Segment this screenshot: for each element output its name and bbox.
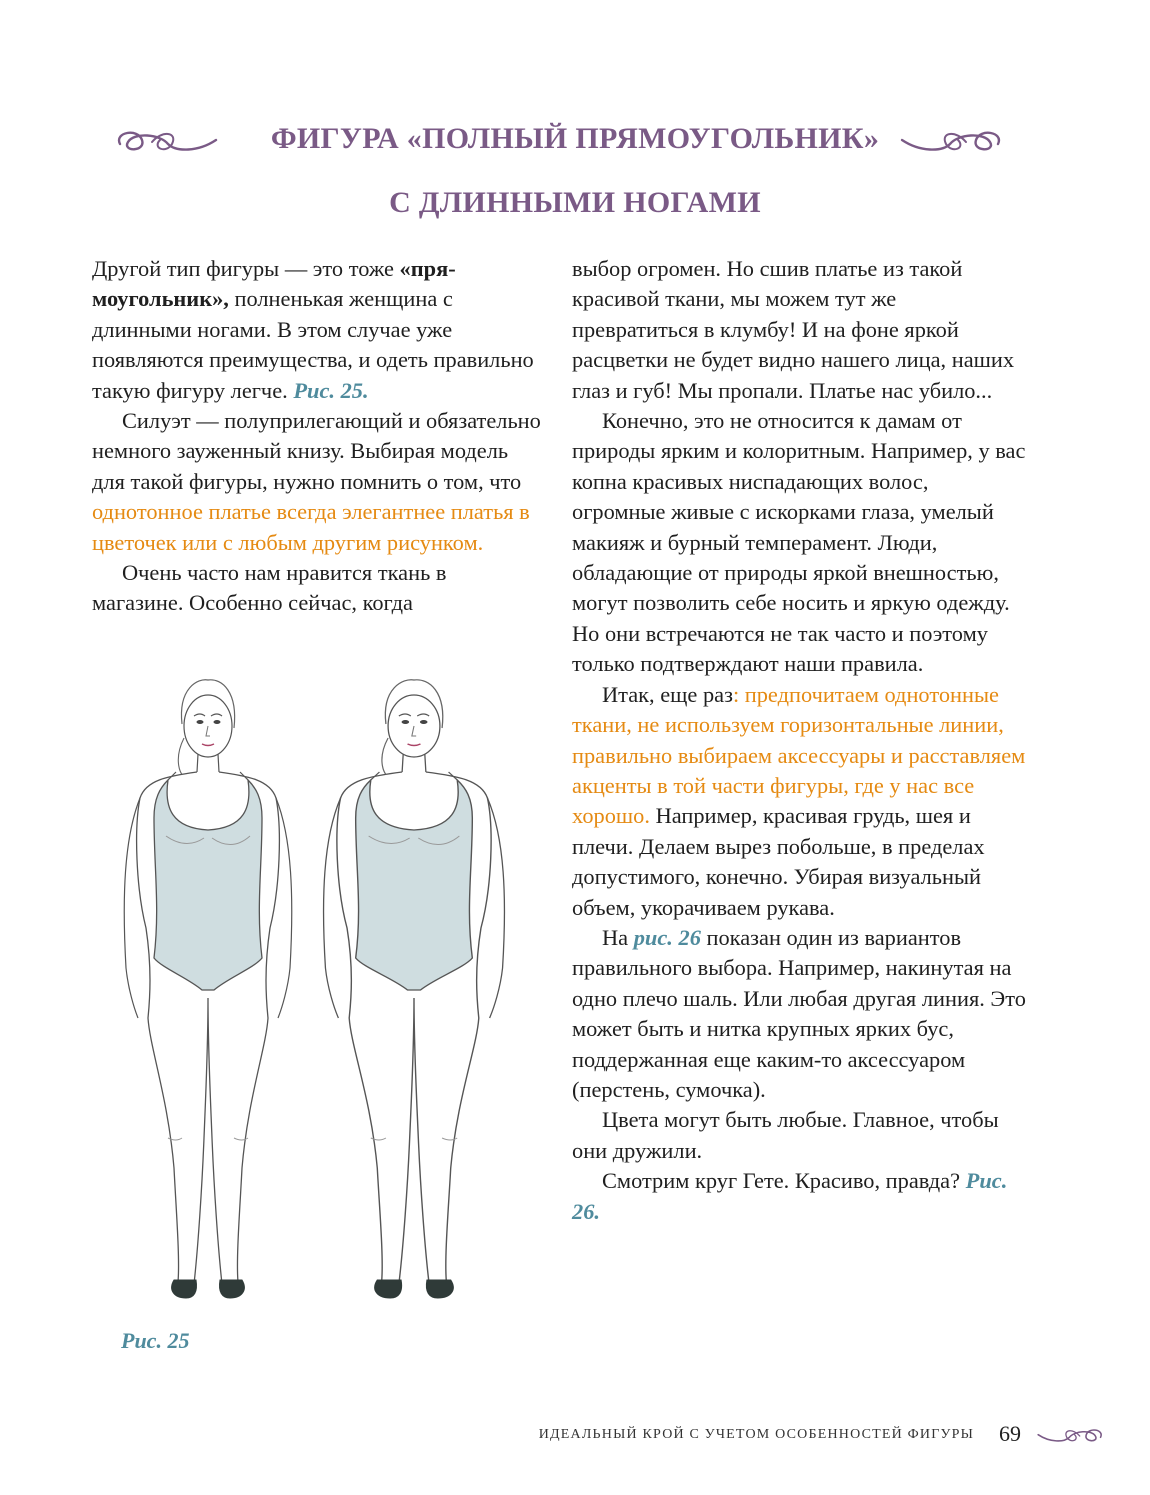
paragraph <box>572 923 1027 1105</box>
highlighted-text: : предпочитаем однотонные ткани, не используем горизонтальные линии, правильно выбираем аксессуары и расставляем акценты в той части фигуры, где у нас все хорошо. <box>572 681 1026 829</box>
female-figure-full <box>324 680 505 1298</box>
figure-reference: Рис. 26. <box>572 1168 1008 1224</box>
page-title: ФИГУРА «ПОЛНЫЙ ПРЯМОУГОЛЬНИК» <box>270 122 880 155</box>
page-footer <box>0 1421 1150 1451</box>
running-title: ИДЕАЛЬНЫЙ КРОЙ С УЧЕТОМ ОСОБЕННОСТЕЙ ФИГУРЫ <box>538 1427 974 1442</box>
flourish-right-icon <box>896 122 1006 162</box>
female-figure-slim <box>124 680 292 1298</box>
text-run: Конечно, это не относится к дамам от природы ярким и колоритным. Например, у вас копна красивых ниспадающих волос, огромные живые с искорками глаза, умелый макияж и бурный темперамент. Люди, обладающие от природы яркой внешностью, могут позволить себе носить и яркую одежду. Но они встречаются не так часто и поэтому только подтверждают наши правила. <box>572 408 1026 677</box>
text-column-right <box>572 254 1027 1227</box>
page-subtitle: С ДЛИННЫМИ НОГАМИ <box>389 186 761 219</box>
text-run: Итак, еще раз <box>602 681 733 707</box>
text-run: «прямоугольник», <box>92 256 456 312</box>
paragraph <box>92 254 542 406</box>
text-run: Другой тип фигуры — это тоже <box>92 256 400 281</box>
figure-illustration <box>100 668 520 1328</box>
paragraph <box>92 558 542 619</box>
text-run: выбор огромен. Но сшив платье из такой красивой ткани, мы можем тут же превратиться в клумбу! И на фоне яркой расцветки не будет видно нашего лица, наших глаз и губ! Мы пропали. Платье нас убило... <box>572 256 1015 403</box>
page-number: 69 <box>999 1421 1021 1446</box>
figure-reference: Рис. 25. <box>293 377 369 403</box>
figure-caption: Рис. 25 <box>121 1328 190 1353</box>
highlighted-text: однотонное платье всегда элегантнее платья в цветочек или с любым другим рисунком. <box>92 499 530 555</box>
paragraph <box>572 1166 1027 1227</box>
text-run: Например, красивая грудь, шея и плечи. Делаем вырез побольше, в пределах допустимого, конечно. Убирая визуальный объем, укорачиваем рукава. <box>572 803 985 920</box>
text-run: На <box>602 924 634 950</box>
text-column-left <box>92 254 542 619</box>
figure-reference: рис. 26 <box>633 924 701 950</box>
text-run: полненькая женщина с длинными ногами. В этом случае уже появляются преимущества, и одеть правильно такую фигуру легче. <box>92 286 534 403</box>
text-run: Цвета могут быть любые. Главное, чтобы они дружили. <box>572 1107 999 1163</box>
paragraph <box>572 254 1027 406</box>
paragraph <box>572 406 1027 680</box>
text-run: Очень часто нам нравится ткань в магазине. Особенно сейчас, когда <box>92 560 447 616</box>
text-run: Силуэт — полуприлегающий и обязательно немного зауженный книзу. Выбирая модель для такой фигуры, нужно помнить о том, что <box>92 408 541 494</box>
text-run: Смотрим круг Гете. Красиво, правда? <box>602 1168 966 1194</box>
flourish-footer-icon <box>1030 1423 1110 1449</box>
text-run: показан один из вариантов правильного выбора. Например, накинутая на одно плечо шаль. Или любая другая линия. Это может быть и нитка крупных ярких бус, поддержанная еще каким-то аксессуаром (перстень, сумочка). <box>572 924 1026 1102</box>
paragraph <box>572 1105 1027 1166</box>
paragraph <box>572 680 1027 923</box>
paragraph <box>92 406 542 558</box>
